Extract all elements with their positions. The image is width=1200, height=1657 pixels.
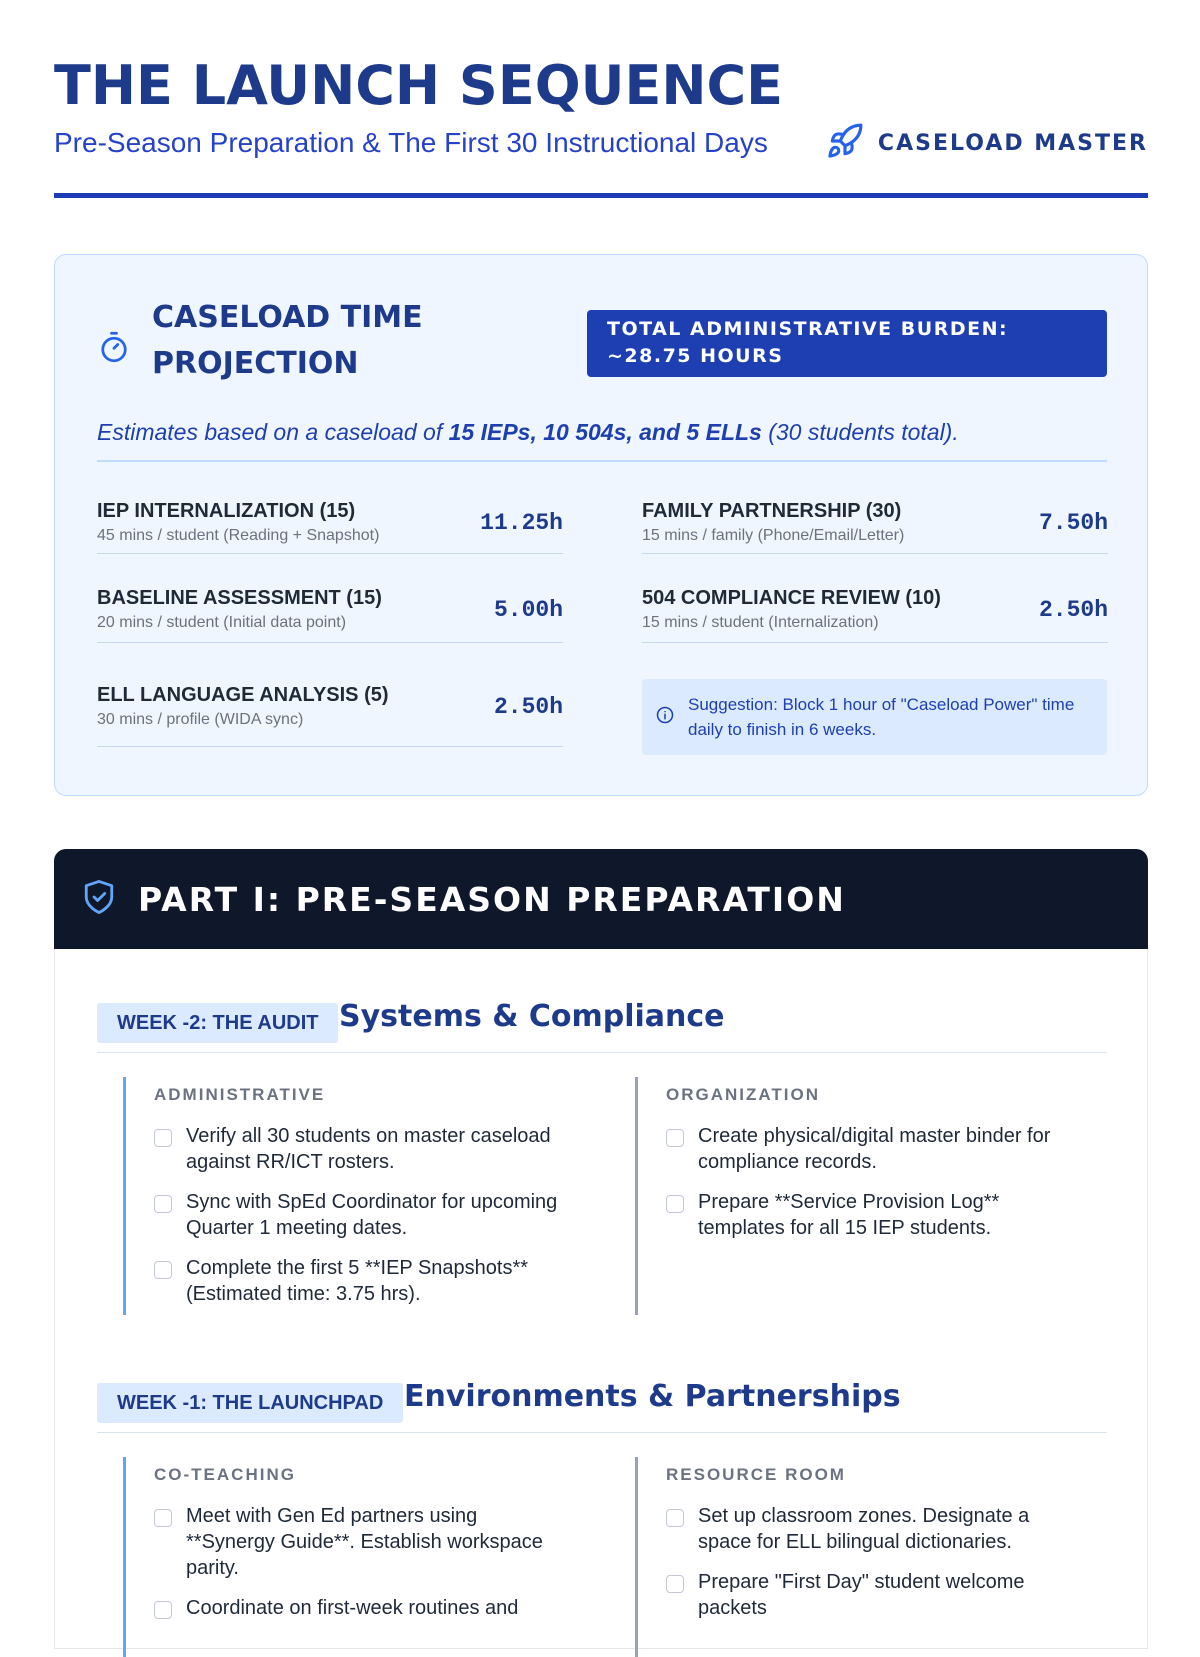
checklist-column-resource-room [635,1457,1075,1657]
row-detail: 20 mins / student (Initial data point) [97,614,347,631]
column-title: ADMINISTRATIVE [154,1085,326,1104]
part-one-header [54,849,1148,949]
row-text [97,500,379,545]
projection-row-504 [642,577,1108,643]
checklist-column-co-teaching [123,1457,563,1657]
page-title: THE LAUNCH SEQUENCE [54,54,784,117]
row-text [97,684,389,729]
task-text: Complete the first 5 **IEP Snapshots** (Estimated time: 3.75 hrs). [186,1257,529,1305]
page-header [54,56,1148,159]
row-label: IEP INTERNALIZATION (15) [97,500,356,522]
row-hours: 2.50h [1038,596,1108,623]
info-icon [656,706,674,729]
projection-row-iep [97,492,563,554]
row-detail: 15 mins / family (Phone/Email/Letter) [642,527,905,544]
row-text [642,500,904,545]
suggestion-text: Suggestion: Block 1 hour of "Caseload Power" time daily to finish in 6 weeks. [688,695,1075,739]
week-title: Environments & Partnerships [404,1379,901,1414]
checkbox[interactable] [666,1195,684,1213]
row-text [642,587,941,632]
row-label: BASELINE ASSESSMENT (15) [97,587,382,609]
checkbox[interactable] [666,1575,684,1593]
page-subtitle: Pre-Season Preparation & The First 30 Instructional Days [54,127,768,159]
projection-description [97,419,1107,462]
checklist-column-organization [635,1077,1075,1315]
task-text: Set up classroom zones. Designate a space for ELL bilingual dictionaries. [698,1505,1030,1553]
checklist-item[interactable] [666,1123,1075,1175]
task-text: Prepare **Service Provision Log** templates for all 15 IEP students. [698,1191,1000,1239]
column-title: RESOURCE ROOM [666,1465,846,1484]
brand-label: CASELOAD MASTER [877,131,1148,156]
row-label: FAMILY PARTNERSHIP (30) [642,500,902,522]
checklist-item[interactable] [666,1503,1075,1555]
task-text: Create physical/digital master binder for compliance records. [698,1125,1051,1173]
desc-suffix: (30 students total). [761,419,959,445]
row-label: ELL LANGUAGE ANALYSIS (5) [97,684,389,706]
projection-row-baseline [97,577,563,643]
checkbox[interactable] [154,1601,172,1619]
part-one-title: PART I: PRE-SEASON PREPARATION [138,879,846,919]
brand [826,122,1148,165]
checklist-item[interactable] [154,1123,563,1175]
task-text: Meet with Gen Ed partners using **Synergy Guide**. Establish workspace parity. [186,1505,543,1579]
time-projection-card [54,254,1148,796]
checkbox[interactable] [666,1509,684,1527]
checklist-item[interactable] [154,1595,563,1621]
row-hours: 5.00h [493,596,563,623]
row-hours: 2.50h [493,693,563,720]
header-divider [54,193,1148,198]
suggestion-callout [642,679,1107,755]
row-label: 504 COMPLIANCE REVIEW (10) [642,587,941,609]
row-detail: 30 mins / profile (WIDA sync) [97,711,304,728]
shield-check-icon [82,878,116,921]
checkbox[interactable] [154,1129,172,1147]
projection-title: CASELOAD TIME PROJECTION [152,300,423,381]
part-one-body [54,949,1148,1649]
week-title: Systems & Compliance [339,999,725,1034]
desc-caseload: 15 IEPs, 10 504s, and 5 ELLs [448,419,762,445]
total-burden-badge: TOTAL ADMINISTRATIVE BURDEN: ~28.75 HOURS [587,310,1107,377]
checklist-item[interactable] [154,1189,563,1241]
row-detail: 15 mins / student (Internalization) [642,614,879,631]
row-detail: 45 mins / student (Reading + Snapshot) [97,527,380,544]
checklist-item[interactable] [666,1189,1075,1241]
row-hours: 7.50h [1038,509,1108,536]
rocket-icon [826,122,864,165]
task-text: Coordinate on first-week routines and [186,1597,519,1619]
task-text: Prepare "First Day" student welcome packets [698,1571,1025,1619]
desc-prefix: Estimates based on a caseload of [97,419,449,445]
row-text [97,587,382,632]
week-header-launchpad [97,1373,1107,1433]
checklist-column-administrative [123,1077,563,1315]
task-text: Verify all 30 students on master caseload against RR/ICT rosters. [186,1125,551,1173]
task-text: Sync with SpEd Coordinator for upcoming Quarter 1 meeting dates. [186,1191,558,1239]
projection-row-family [642,492,1108,554]
week-header-audit [97,993,1107,1053]
column-title: ORGANIZATION [666,1085,821,1104]
checkbox[interactable] [154,1195,172,1213]
checklist-item[interactable] [154,1503,563,1581]
checkbox[interactable] [154,1261,172,1279]
checklist-item[interactable] [666,1569,1075,1621]
checklist-item[interactable] [154,1255,563,1307]
stopwatch-icon [99,330,129,369]
week-badge: WEEK -1: THE LAUNCHPAD [97,1383,403,1423]
checkbox[interactable] [154,1509,172,1527]
projection-row-ell [97,667,563,747]
column-title: CO-TEACHING [154,1465,296,1484]
row-hours: 11.25h [480,509,563,536]
checkbox[interactable] [666,1129,684,1147]
week-badge: WEEK -2: THE AUDIT [97,1003,338,1043]
